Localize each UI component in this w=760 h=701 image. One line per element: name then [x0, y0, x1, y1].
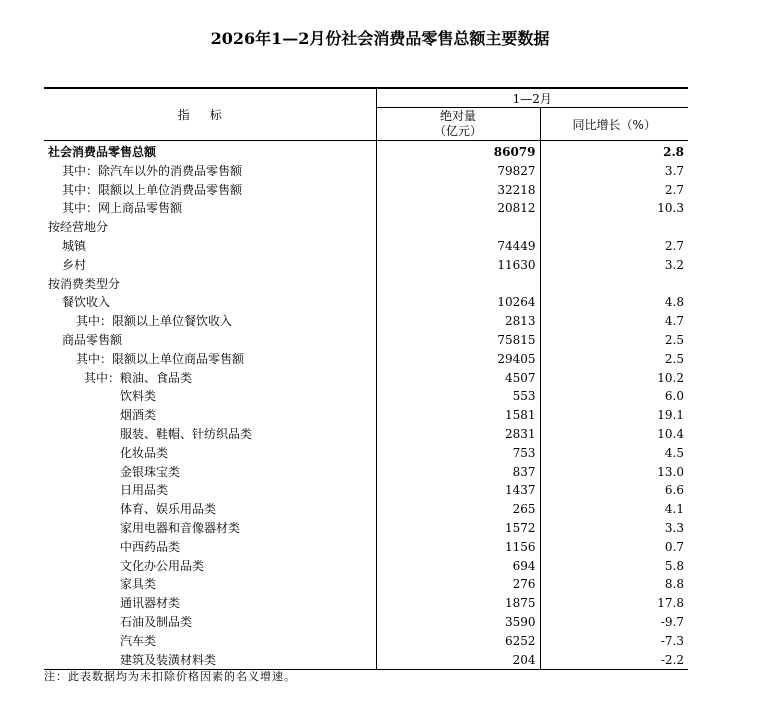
table-body	[44, 141, 688, 670]
row-growth: 13.0	[540, 463, 688, 482]
row-value: 1437	[376, 481, 540, 500]
data-table	[44, 87, 688, 670]
row-growth: -9.7	[540, 613, 688, 632]
row-value: 6252	[376, 632, 540, 651]
row-label: 乡村	[62, 257, 87, 272]
absolute-header-unit: （亿元）	[433, 124, 482, 138]
table-row	[44, 594, 688, 613]
row-growth	[540, 218, 688, 237]
row-growth: -2.2	[540, 651, 688, 670]
row-label: 其中：除汽车以外的消费品零售额	[62, 163, 243, 178]
row-value: 29405	[376, 350, 540, 369]
table-row	[44, 199, 688, 218]
table-row	[44, 312, 688, 331]
row-label: 日用品类	[120, 483, 169, 498]
table-row	[44, 406, 688, 425]
row-label: 其中：网上商品零售额	[62, 201, 183, 216]
row-growth: 0.7	[540, 538, 688, 557]
table-row	[44, 500, 688, 519]
row-label: 其中：粮油、食品类	[84, 370, 193, 385]
row-label: 服装、鞋帽、针纺织品类	[120, 426, 253, 441]
row-growth: 4.7	[540, 312, 688, 331]
table-row	[44, 575, 688, 594]
table-row	[44, 275, 688, 294]
row-value: 1572	[376, 519, 540, 538]
row-growth: 3.7	[540, 162, 688, 181]
row-value: 3590	[376, 613, 540, 632]
table-row	[44, 181, 688, 200]
page-title: 2026年1—2月份社会消费品零售总额主要数据	[210, 29, 550, 48]
row-growth: 2.5	[540, 331, 688, 350]
table-row	[44, 293, 688, 312]
row-value: 20812	[376, 199, 540, 218]
row-value: 553	[376, 387, 540, 406]
row-value: 4507	[376, 369, 540, 388]
row-value: 2831	[376, 425, 540, 444]
row-growth: 2.7	[540, 237, 688, 256]
period-header: 1—2月	[376, 88, 688, 108]
absolute-header-label: 绝对量	[439, 109, 476, 123]
table-row	[44, 425, 688, 444]
row-growth	[540, 275, 688, 294]
row-growth: 10.2	[540, 369, 688, 388]
row-value: 204	[376, 651, 540, 670]
row-growth: 19.1	[540, 406, 688, 425]
footnote: 注：此表数据均为未扣除价格因素的名义增速。	[44, 670, 296, 683]
row-value: 86079	[376, 141, 540, 162]
row-value: 753	[376, 444, 540, 463]
row-label: 文化办公用品类	[120, 558, 205, 573]
table-row	[44, 632, 688, 651]
row-growth: 8.8	[540, 575, 688, 594]
row-label: 石油及制品类	[120, 614, 193, 629]
row-growth: 3.3	[540, 519, 688, 538]
row-value: 74449	[376, 237, 540, 256]
table-row	[44, 331, 688, 350]
row-growth: 6.0	[540, 387, 688, 406]
table-row	[44, 557, 688, 576]
row-value: 75815	[376, 331, 540, 350]
row-value	[376, 218, 540, 237]
row-label: 家用电器和音像器材类	[120, 520, 241, 535]
row-growth: 2.8	[540, 141, 688, 162]
row-label: 商品零售额	[62, 332, 123, 347]
row-growth: 6.6	[540, 481, 688, 500]
table-row	[44, 444, 688, 463]
row-label: 按经营地分	[48, 220, 109, 235]
row-value: 2813	[376, 312, 540, 331]
row-value: 276	[376, 575, 540, 594]
row-label: 饮料类	[120, 389, 157, 404]
table-row	[44, 218, 688, 237]
row-label: 家具类	[120, 577, 157, 592]
row-value: 694	[376, 557, 540, 576]
row-value: 10264	[376, 293, 540, 312]
row-growth: 10.3	[540, 199, 688, 218]
row-label: 烟酒类	[120, 408, 157, 423]
row-label: 金银珠宝类	[120, 464, 181, 479]
absolute-header	[376, 108, 540, 141]
row-label: 餐饮收入	[62, 295, 111, 310]
row-value	[376, 275, 540, 294]
row-label: 汽车类	[120, 633, 157, 648]
row-growth: 2.7	[540, 181, 688, 200]
table-row	[44, 387, 688, 406]
yoy-header: 同比增长（%）	[540, 108, 688, 141]
table-row	[44, 162, 688, 181]
row-label: 化妆品类	[120, 445, 169, 460]
row-label: 其中：限额以上单位商品零售额	[76, 351, 245, 366]
row-growth: 10.4	[540, 425, 688, 444]
row-label: 建筑及装潢材料类	[44, 651, 376, 670]
row-growth: 4.1	[540, 500, 688, 519]
row-label: 城镇	[62, 238, 87, 253]
row-value: 837	[376, 463, 540, 482]
indicator-header: 指标	[44, 88, 376, 141]
table-header	[44, 88, 688, 141]
row-value: 1581	[376, 406, 540, 425]
row-label: 中西药品类	[120, 539, 181, 554]
row-growth: 5.8	[540, 557, 688, 576]
row-value: 265	[376, 500, 540, 519]
row-label: 其中：限额以上单位消费品零售额	[62, 182, 243, 197]
row-growth: -7.3	[540, 632, 688, 651]
row-growth: 17.8	[540, 594, 688, 613]
row-growth: 2.5	[540, 350, 688, 369]
table-row	[44, 519, 688, 538]
table-row	[44, 369, 688, 388]
row-value: 1156	[376, 538, 540, 557]
row-label: 体育、娱乐用品类	[120, 502, 217, 517]
table-row	[44, 538, 688, 557]
row-label: 其中：限额以上单位餐饮收入	[76, 314, 233, 329]
row-value: 79827	[376, 162, 540, 181]
table-row	[44, 651, 688, 670]
row-value: 1875	[376, 594, 540, 613]
row-label: 社会消费品零售总额	[48, 145, 157, 159]
table-row	[44, 256, 688, 275]
row-value: 32218	[376, 181, 540, 200]
row-label: 按消费类型分	[48, 276, 121, 291]
row-growth: 4.5	[540, 444, 688, 463]
table-row	[44, 481, 688, 500]
table-row	[44, 141, 688, 162]
row-growth: 4.8	[540, 293, 688, 312]
table-row	[44, 237, 688, 256]
row-label: 通讯器材类	[120, 596, 181, 611]
table-row	[44, 463, 688, 482]
row-value: 11630	[376, 256, 540, 275]
table-row	[44, 350, 688, 369]
table-row	[44, 613, 688, 632]
row-growth: 3.2	[540, 256, 688, 275]
